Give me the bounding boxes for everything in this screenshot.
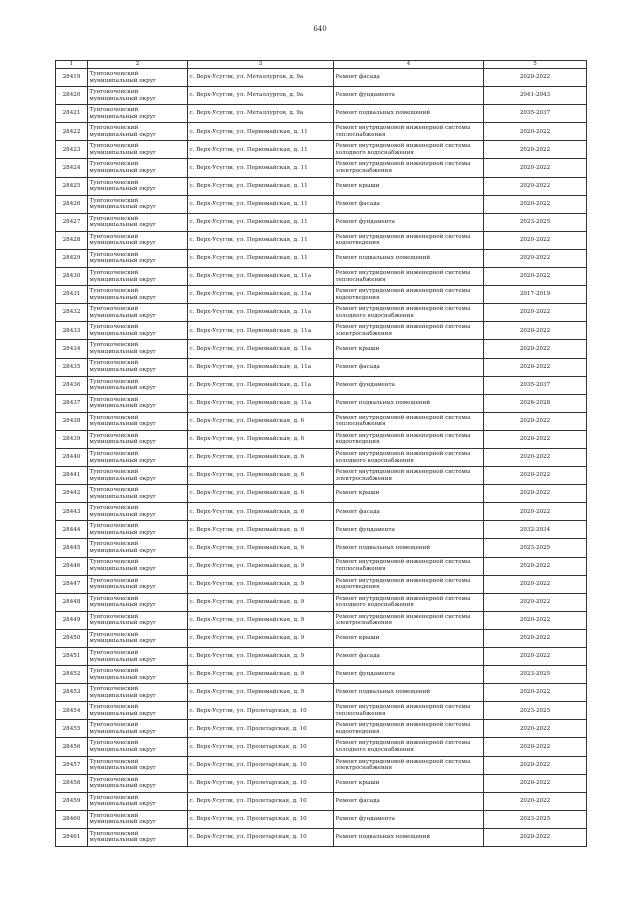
table-row [56,648,587,666]
table-row [56,195,587,213]
address-cell: с. Верх-Усугли, ул. Первомайская, д. 6 [188,503,334,521]
work-type-cell: Ремонт фасада [334,358,484,376]
table-row [56,159,587,177]
table-header [56,61,587,69]
work-type-cell: Ремонт внутридомовой инженерной системы электроснабжения [334,322,484,340]
municipality-cell: Тунгокоченский муниципальный округ [88,430,188,448]
work-type-cell: Ремонт внутридомовой инженерной системы электроснабжения [334,756,484,774]
work-type-cell: Ремонт внутридомовой инженерной системы холодного водоснабжения [334,141,484,159]
table-row [56,87,587,105]
address-cell: с. Верх-Усугли, ул. Первомайская, д. 6 [188,448,334,466]
row-number-cell: 28444 [56,521,88,539]
municipality-cell: Тунгокоченский муниципальный округ [88,521,188,539]
address-cell: с. Верх-Усугли, ул. Первомайская, д. 11а [188,376,334,394]
period-cell: 2020-2022 [484,792,587,810]
municipality-cell: Тунгокоченский муниципальный округ [88,575,188,593]
work-type-cell: Ремонт фундамента [334,521,484,539]
period-cell: 2020-2022 [484,503,587,521]
period-cell: 2020-2022 [484,268,587,286]
table-row [56,123,587,141]
work-type-cell: Ремонт фасада [334,195,484,213]
municipality-cell: Тунгокоченский муниципальный округ [88,557,188,575]
work-type-cell: Ремонт внутридомовой инженерной системы теплоснабжения [334,557,484,575]
table-row [56,268,587,286]
municipality-cell: Тунгокоченский муниципальный округ [88,141,188,159]
table-body [56,69,587,847]
row-number-cell: 28440 [56,448,88,466]
repair-schedule-table [55,60,587,847]
municipality-cell: Тунгокоченский муниципальный округ [88,684,188,702]
work-type-cell: Ремонт внутридомовой инженерной системы водоотведения [334,231,484,249]
municipality-cell: Тунгокоченский муниципальный округ [88,720,188,738]
period-cell: 2020-2022 [484,304,587,322]
municipality-cell: Тунгокоченский муниципальный округ [88,195,188,213]
table-row [56,394,587,412]
address-cell: с. Верх-Усугли, ул. Металлургов, д. 9а [188,105,334,123]
table-row [56,828,587,846]
municipality-cell: Тунгокоченский муниципальный округ [88,648,188,666]
period-cell: 2020-2022 [484,159,587,177]
work-type-cell: Ремонт фундамента [334,87,484,105]
period-cell: 2020-2022 [484,684,587,702]
work-type-cell: Ремонт фундамента [334,810,484,828]
row-number-cell: 28427 [56,213,88,231]
row-number-cell: 28429 [56,249,88,267]
work-type-cell: Ремонт крыши [334,340,484,358]
municipality-cell: Тунгокоченский муниципальный округ [88,268,188,286]
address-cell: с. Верх-Усугли, ул. Первомайская, д. 11а [188,394,334,412]
municipality-cell: Тунгокоченский муниципальный округ [88,69,188,87]
period-cell: 2020-2022 [484,141,587,159]
table-row [56,738,587,756]
address-cell: с. Верх-Усугли, ул. Первомайская, д. 11 [188,141,334,159]
table-row [56,684,587,702]
period-cell: 2020-2022 [484,358,587,376]
address-cell: с. Верх-Усугли, ул. Первомайская, д. 11 [188,231,334,249]
period-cell: 2020-2022 [484,611,587,629]
work-type-cell: Ремонт подвальных помещений [334,105,484,123]
work-type-cell: Ремонт внутридомовой инженерной системы холодного водоснабжения [334,304,484,322]
address-cell: с. Верх-Усугли, ул. Пролетарская, д. 10 [188,792,334,810]
address-cell: с. Верх-Усугли, ул. Первомайская, д. 11 [188,159,334,177]
table-row [56,521,587,539]
period-cell: 2020-2022 [484,177,587,195]
row-number-cell: 28452 [56,666,88,684]
municipality-cell: Тунгокоченский муниципальный округ [88,593,188,611]
period-cell: 2020-2022 [484,593,587,611]
work-type-cell: Ремонт фасада [334,503,484,521]
work-type-cell: Ремонт фундамента [334,376,484,394]
table-row [56,593,587,611]
table-row [56,376,587,394]
row-number-cell: 28435 [56,358,88,376]
table-row [56,141,587,159]
address-cell: с. Верх-Усугли, ул. Первомайская, д. 11а [188,358,334,376]
municipality-cell: Тунгокоченский муниципальный округ [88,629,188,647]
work-type-cell: Ремонт фасада [334,648,484,666]
table-row [56,666,587,684]
period-cell: 2020-2022 [484,195,587,213]
table-row [56,756,587,774]
municipality-cell: Тунгокоченский муниципальный округ [88,87,188,105]
table-row [56,105,587,123]
address-cell: с. Верх-Усугли, ул. Первомайская, д. 6 [188,412,334,430]
address-cell: с. Верх-Усугли, ул. Первомайская, д. 9 [188,611,334,629]
period-cell: 2023-2025 [484,702,587,720]
row-number-cell: 28447 [56,575,88,593]
work-type-cell: Ремонт внутридомовой инженерной системы холодного водоснабжения [334,448,484,466]
period-cell: 2035-2037 [484,376,587,394]
municipality-cell: Тунгокоченский муниципальный округ [88,105,188,123]
period-cell: 2020-2022 [484,557,587,575]
period-cell: 2020-2022 [484,69,587,87]
address-cell: с. Верх-Усугли, ул. Металлургов, д. 9а [188,87,334,105]
address-cell: с. Верх-Усугли, ул. Первомайская, д. 9 [188,593,334,611]
row-number-cell: 28451 [56,648,88,666]
period-cell: 2020-2022 [484,828,587,846]
period-cell: 2020-2022 [484,720,587,738]
table-row [56,629,587,647]
work-type-cell: Ремонт внутридомовой инженерной системы водоотведения [334,286,484,304]
period-cell: 2026-2028 [484,394,587,412]
municipality-cell: Тунгокоченский муниципальный округ [88,666,188,684]
work-type-cell: Ремонт подвальных помещений [334,539,484,557]
address-cell: с. Верх-Усугли, ул. Первомайская, д. 11 [188,213,334,231]
row-number-cell: 28446 [56,557,88,575]
row-number-cell: 28433 [56,322,88,340]
table-row [56,358,587,376]
municipality-cell: Тунгокоченский муниципальный округ [88,159,188,177]
address-cell: с. Верх-Усугли, ул. Первомайская, д. 9 [188,666,334,684]
period-cell: 2020-2022 [484,322,587,340]
row-number-cell: 28457 [56,756,88,774]
municipality-cell: Тунгокоченский муниципальный округ [88,448,188,466]
row-number-cell: 28460 [56,810,88,828]
row-number-cell: 28450 [56,629,88,647]
table-row [56,702,587,720]
row-number-cell: 28438 [56,412,88,430]
work-type-cell: Ремонт внутридомовой инженерной системы теплоснабжения [334,123,484,141]
period-cell: 2020-2022 [484,123,587,141]
work-type-cell: Ремонт внутридомовой инженерной системы холодного водоснабжения [334,738,484,756]
period-cell: 2041-2043 [484,87,587,105]
table-row [56,539,587,557]
work-type-cell: Ремонт крыши [334,177,484,195]
row-number-cell: 28442 [56,485,88,503]
period-cell: 2035-2037 [484,105,587,123]
table-row [56,412,587,430]
work-type-cell: Ремонт подвальных помещений [334,394,484,412]
period-cell: 2020-2022 [484,774,587,792]
row-number-cell: 28422 [56,123,88,141]
table-row [56,448,587,466]
address-cell: с. Верх-Усугли, ул. Первомайская, д. 6 [188,539,334,557]
row-number-cell: 28430 [56,268,88,286]
address-cell: с. Верх-Усугли, ул. Первомайская, д. 11 [188,177,334,195]
municipality-cell: Тунгокоченский муниципальный округ [88,467,188,485]
municipality-cell: Тунгокоченский муниципальный округ [88,412,188,430]
municipality-cell: Тунгокоченский муниципальный округ [88,702,188,720]
table-row [56,177,587,195]
period-cell: 2023-2025 [484,666,587,684]
row-number-cell: 28434 [56,340,88,358]
address-cell: с. Верх-Усугли, ул. Первомайская, д. 9 [188,575,334,593]
period-cell: 2017-2019 [484,286,587,304]
row-number-cell: 28454 [56,702,88,720]
address-cell: с. Верх-Усугли, ул. Первомайская, д. 11 [188,123,334,141]
work-type-cell: Ремонт крыши [334,485,484,503]
municipality-cell: Тунгокоченский муниципальный округ [88,213,188,231]
row-number-cell: 28439 [56,430,88,448]
row-number-cell: 28443 [56,503,88,521]
period-cell: 2020-2022 [484,448,587,466]
work-type-cell: Ремонт фасада [334,69,484,87]
address-cell: с. Верх-Усугли, ул. Первомайская, д. 11а [188,340,334,358]
table-row [56,485,587,503]
row-number-cell: 28421 [56,105,88,123]
row-number-cell: 28423 [56,141,88,159]
row-number-cell: 28441 [56,467,88,485]
column-header-2: 2 [88,61,188,69]
work-type-cell: Ремонт внутридомовой инженерной системы электроснабжения [334,467,484,485]
row-number-cell: 28459 [56,792,88,810]
table-row [56,213,587,231]
row-number-cell: 28436 [56,376,88,394]
period-cell: 2020-2022 [484,738,587,756]
municipality-cell: Тунгокоченский муниципальный округ [88,340,188,358]
work-type-cell: Ремонт внутридомовой инженерной системы теплоснабжения [334,268,484,286]
work-type-cell: Ремонт внутридомовой инженерной системы водоотведения [334,720,484,738]
municipality-cell: Тунгокоченский муниципальный округ [88,774,188,792]
period-cell: 2020-2022 [484,430,587,448]
work-type-cell: Ремонт внутридомовой инженерной системы водоотведения [334,430,484,448]
address-cell: с. Верх-Усугли, ул. Первомайская, д. 11 [188,249,334,267]
address-cell: с. Верх-Усугли, ул. Первомайская, д. 11а [188,322,334,340]
work-type-cell: Ремонт подвальных помещений [334,249,484,267]
row-number-cell: 28426 [56,195,88,213]
municipality-cell: Тунгокоченский муниципальный округ [88,123,188,141]
period-cell: 2020-2022 [484,467,587,485]
row-number-cell: 28458 [56,774,88,792]
work-type-cell: Ремонт крыши [334,774,484,792]
municipality-cell: Тунгокоченский муниципальный округ [88,485,188,503]
period-cell: 2023-2025 [484,213,587,231]
page-number: 640 [313,25,327,33]
address-cell: с. Верх-Усугли, ул. Пролетарская, д. 10 [188,828,334,846]
row-number-cell: 28461 [56,828,88,846]
address-cell: с. Верх-Усугли, ул. Металлургов, д. 9а [188,69,334,87]
table-row [56,557,587,575]
municipality-cell: Тунгокоченский муниципальный округ [88,394,188,412]
address-cell: с. Верх-Усугли, ул. Пролетарская, д. 10 [188,738,334,756]
column-header-4: 4 [334,61,484,69]
work-type-cell: Ремонт внутридомовой инженерной системы электроснабжения [334,159,484,177]
table-row [56,774,587,792]
row-number-cell: 28419 [56,69,88,87]
work-type-cell: Ремонт подвальных помещений [334,828,484,846]
municipality-cell: Тунгокоченский муниципальный округ [88,231,188,249]
row-number-cell: 28445 [56,539,88,557]
table-row [56,467,587,485]
address-cell: с. Верх-Усугли, ул. Первомайская, д. 11а [188,268,334,286]
row-number-cell: 28420 [56,87,88,105]
address-cell: с. Верх-Усугли, ул. Первомайская, д. 9 [188,648,334,666]
row-number-cell: 28428 [56,231,88,249]
period-cell: 2020-2022 [484,231,587,249]
table-row [56,792,587,810]
period-cell: 2023-2025 [484,539,587,557]
table-row [56,810,587,828]
municipality-cell: Тунгокоченский муниципальный округ [88,756,188,774]
address-cell: с. Верх-Усугли, ул. Первомайская, д. 9 [188,684,334,702]
municipality-cell: Тунгокоченский муниципальный округ [88,286,188,304]
table-row [56,322,587,340]
address-cell: с. Верх-Усугли, ул. Первомайская, д. 11 [188,195,334,213]
work-type-cell: Ремонт внутридомовой инженерной системы теплоснабжения [334,702,484,720]
row-number-cell: 28449 [56,611,88,629]
row-number-cell: 28431 [56,286,88,304]
period-cell: 2032-2034 [484,521,587,539]
period-cell: 2020-2022 [484,756,587,774]
table-row [56,231,587,249]
column-header-1: 1 [56,61,88,69]
work-type-cell: Ремонт фасада [334,792,484,810]
column-header-5: 5 [484,61,587,69]
municipality-cell: Тунгокоченский муниципальный округ [88,738,188,756]
municipality-cell: Тунгокоченский муниципальный округ [88,611,188,629]
address-cell: с. Верх-Усугли, ул. Пролетарская, д. 10 [188,810,334,828]
table-row [56,340,587,358]
row-number-cell: 28437 [56,394,88,412]
municipality-cell: Тунгокоченский муниципальный округ [88,358,188,376]
address-cell: с. Верх-Усугли, ул. Первомайская, д. 6 [188,521,334,539]
period-cell: 2020-2022 [484,412,587,430]
address-cell: с. Верх-Усугли, ул. Пролетарская, д. 10 [188,774,334,792]
period-cell: 2020-2022 [484,249,587,267]
work-type-cell: Ремонт внутридомовой инженерной системы водоотведения [334,575,484,593]
period-cell: 2020-2022 [484,648,587,666]
table-row [56,503,587,521]
period-cell: 2020-2022 [484,629,587,647]
municipality-cell: Тунгокоченский муниципальный округ [88,322,188,340]
address-cell: с. Верх-Усугли, ул. Первомайская, д. 11а [188,286,334,304]
municipality-cell: Тунгокоченский муниципальный округ [88,177,188,195]
table-row [56,720,587,738]
row-number-cell: 28448 [56,593,88,611]
table-row [56,430,587,448]
address-cell: с. Верх-Усугли, ул. Первомайская, д. 6 [188,467,334,485]
row-number-cell: 28456 [56,738,88,756]
period-cell: 2020-2022 [484,485,587,503]
work-type-cell: Ремонт фундамента [334,213,484,231]
work-type-cell: Ремонт фундамента [334,666,484,684]
address-cell: с. Верх-Усугли, ул. Пролетарская, д. 10 [188,720,334,738]
table-row [56,69,587,87]
municipality-cell: Тунгокоченский муниципальный округ [88,539,188,557]
address-cell: с. Верх-Усугли, ул. Первомайская, д. 6 [188,430,334,448]
period-cell: 2020-2022 [484,575,587,593]
municipality-cell: Тунгокоченский муниципальный округ [88,810,188,828]
municipality-cell: Тунгокоченский муниципальный округ [88,503,188,521]
address-cell: с. Верх-Усугли, ул. Первомайская, д. 11а [188,304,334,322]
table-row [56,286,587,304]
column-header-3: 3 [188,61,334,69]
work-type-cell: Ремонт внутридомовой инженерной системы электроснабжения [334,611,484,629]
row-number-cell: 28453 [56,684,88,702]
municipality-cell: Тунгокоченский муниципальный округ [88,828,188,846]
municipality-cell: Тунгокоченский муниципальный округ [88,376,188,394]
table-row [56,611,587,629]
work-type-cell: Ремонт подвальных помещений [334,684,484,702]
work-type-cell: Ремонт внутридомовой инженерной системы теплоснабжения [334,412,484,430]
table-row [56,575,587,593]
period-cell: 2020-2022 [484,340,587,358]
row-number-cell: 28455 [56,720,88,738]
row-number-cell: 28424 [56,159,88,177]
work-type-cell: Ремонт внутридомовой инженерной системы холодного водоснабжения [334,593,484,611]
row-number-cell: 28425 [56,177,88,195]
address-cell: с. Верх-Усугли, ул. Первомайская, д. 6 [188,485,334,503]
table-row [56,249,587,267]
address-cell: с. Верх-Усугли, ул. Пролетарская, д. 10 [188,756,334,774]
table-row [56,304,587,322]
address-cell: с. Верх-Усугли, ул. Первомайская, д. 9 [188,629,334,647]
municipality-cell: Тунгокоченский муниципальный округ [88,792,188,810]
address-cell: с. Верх-Усугли, ул. Пролетарская, д. 10 [188,702,334,720]
work-type-cell: Ремонт крыши [334,629,484,647]
municipality-cell: Тунгокоченский муниципальный округ [88,249,188,267]
municipality-cell: Тунгокоченский муниципальный округ [88,304,188,322]
period-cell: 2023-2025 [484,810,587,828]
row-number-cell: 28432 [56,304,88,322]
address-cell: с. Верх-Усугли, ул. Первомайская, д. 9 [188,557,334,575]
